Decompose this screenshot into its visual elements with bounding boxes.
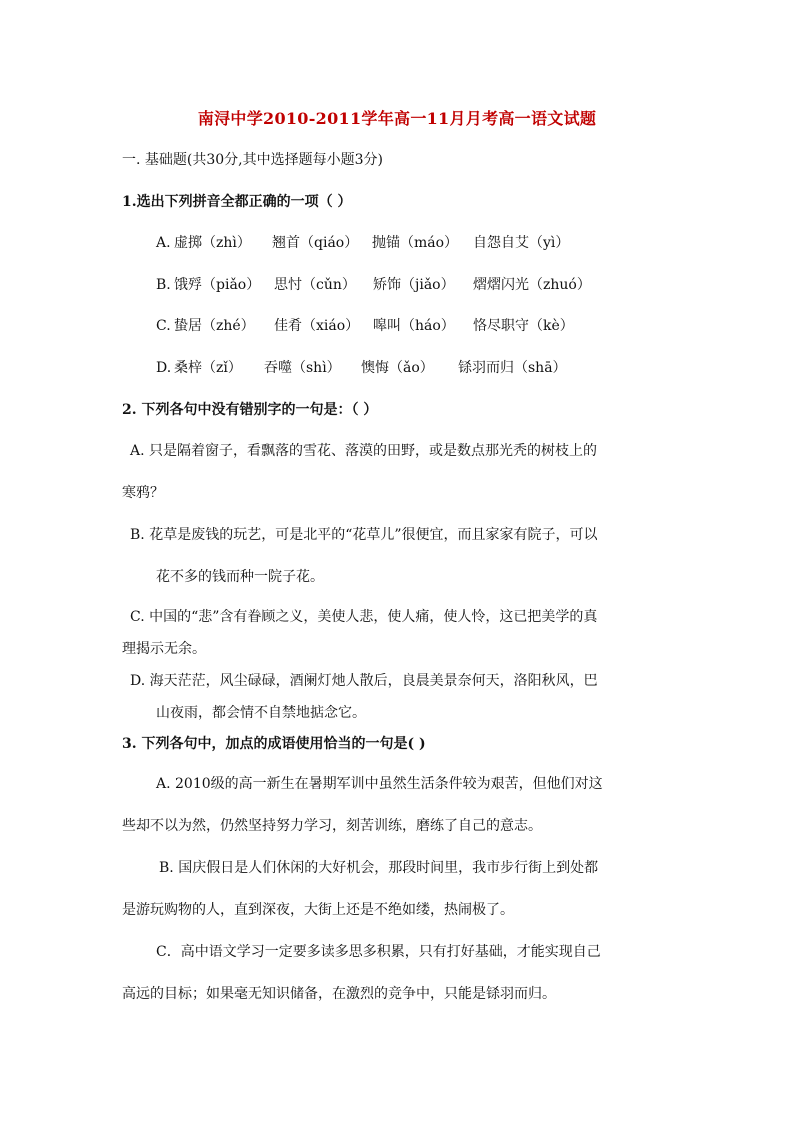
option-word: 思忖（cǔn） (274, 277, 356, 293)
option-word: 蛰居（zhé） (174, 318, 255, 334)
question-3-option-c-line2: 高远的目标；如果毫无知识储备，在激烈的竞争中，只能是铩羽而归。 (122, 986, 556, 1002)
option-word: 桑梓（zǐ） (174, 360, 242, 376)
option-word: 佳肴（xiáo） (274, 318, 360, 334)
option-word: 吞噬（shì） (264, 360, 341, 376)
option-word: 恪尽职守（kè） (473, 318, 574, 334)
question-2-option-c-line2: 理揭示无余。 (122, 641, 206, 657)
question-2-option-a-line1: A. 只是隔着窗子，看飘落的雪花、落漠的田野，或是数点那光秃的树枝上的 (130, 443, 598, 459)
question-2-option-d-line1: D. 海天茫茫，风尘碌碌，酒阑灯灺人散后，良晨美景奈何天，洛阳秋风，巴 (130, 673, 598, 689)
option-word: 虚掷（zhì） (174, 235, 251, 251)
question-2-stem: 2. 下列各句中没有错别字的一句是：（ ） (122, 402, 378, 418)
option-word: 抛锚（máo） (372, 235, 459, 251)
question-2-option-b-line2: 花不多的钱而种一院子花。 (156, 569, 324, 585)
question-2-option-d-line2: 山夜雨，都会情不自禁地掂念它。 (156, 705, 366, 721)
option-word: 翘首（qiáo） (272, 235, 359, 251)
option-word: 懊悔（ǎo） (361, 360, 434, 376)
question-3-option-c-line1: C．高中语文学习一定要多读多思多积累，只有打好基础，才能实现自己 (156, 944, 601, 960)
option-word: 饿殍（piǎo） (174, 277, 261, 293)
option-letter: C. (156, 318, 171, 334)
question-3-option-b-line2: 是游玩购物的人，直到深夜，大街上还是不绝如缕，热闹极了。 (122, 902, 514, 918)
option-word: 自怨自艾（yì） (473, 235, 570, 251)
question-2-option-c-line1: C. 中国的“悲”含有眷顾之义，美使人悲，使人痛，使人怜，这已把美学的真 (130, 609, 598, 625)
question-2-option-b-line1: B. 花草是废钱的玩艺，可是北平的“花草儿”很便宜，而且家家有院子，可以 (130, 527, 598, 543)
option-word: 矫饰（jiǎo） (373, 277, 455, 293)
option-letter: A. (156, 235, 171, 251)
option-letter: B. (156, 277, 171, 293)
option-word: 嗥叫（háo） (373, 318, 455, 334)
option-word: 铩羽而归（shā） (458, 360, 567, 376)
option-word: 熠熠闪光（zhuó） (473, 277, 591, 293)
question-2-option-a-line2: 寒鸦？ (122, 485, 164, 501)
question-3-stem: 3. 下列各句中，加点的成语使用恰当的一句是( ) (122, 736, 426, 752)
question-3-option-a-line1: A. 2010级的高一新生在暑期军训中虽然生活条件较为艰苦，但他们对这 (156, 776, 603, 792)
option-letter: D. (156, 360, 172, 376)
page-title: 南浔中学2010-2011学年高一11月月考高一语文试题 (197, 109, 597, 128)
question-1-stem: 1.选出下列拼音全都正确的一项（ ） (122, 194, 352, 210)
section-heading: 一. 基础题(共30分,其中选择题每小题3分) (122, 152, 383, 168)
question-3-option-b-line1: B. 国庆假日是人们休闲的大好机会，那段时间里，我市步行街上到处都 (159, 860, 599, 876)
question-3-option-a-line2: 些却不以为然，仍然坚持努力学习，刻苦训练，磨练了自己的意志。 (122, 818, 542, 834)
